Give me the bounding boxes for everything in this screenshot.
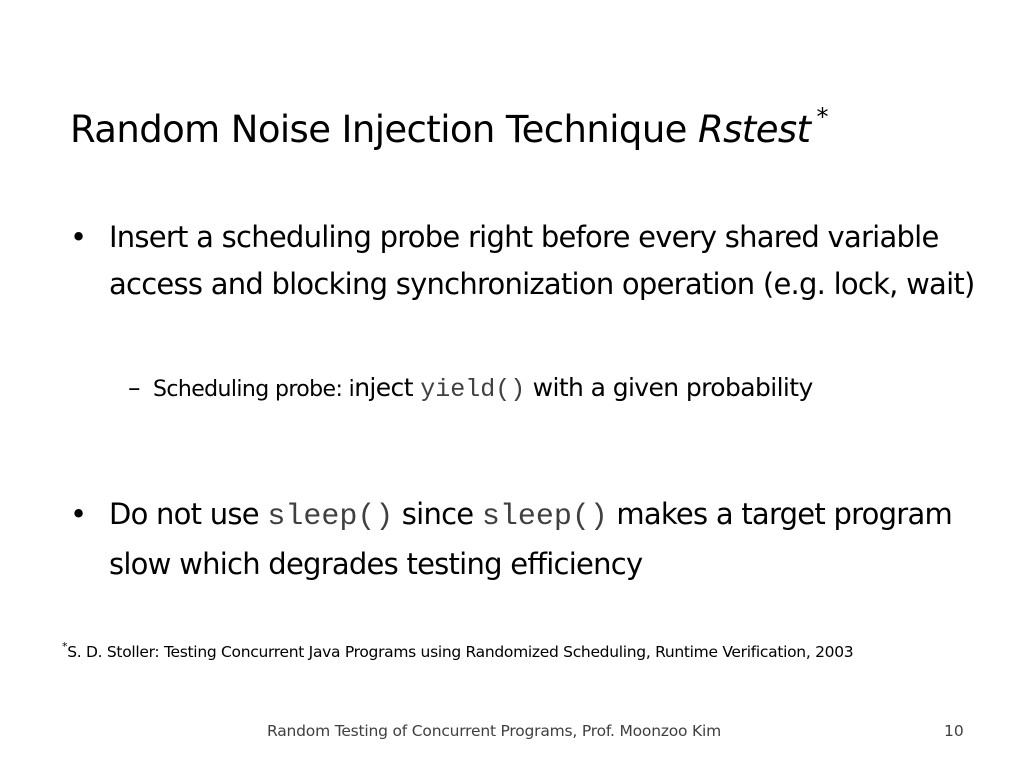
footnote-text: S. D. Stoller: Testing Concurrent Java Programs using Randomized Scheduling, Runtime Verification, 2003	[67, 643, 854, 661]
sub-bullet-rest: with a given probability	[525, 373, 813, 402]
sub-bullet-code: yield()	[420, 375, 526, 404]
bullet-text-part: Do not use	[109, 497, 268, 531]
bullet-text	[109, 491, 1000, 588]
bullet-marker: •	[70, 220, 87, 254]
title-tool-name: Rstest	[698, 108, 811, 151]
slide-title	[70, 103, 828, 152]
footnote-marker: *	[62, 640, 68, 653]
page-number: 10	[944, 722, 964, 740]
bullet-text-part: since	[393, 497, 482, 531]
title-footnote-marker: *	[816, 103, 828, 131]
sub-bullet-label: Scheduling probe: i	[153, 377, 355, 402]
footnote	[62, 640, 853, 661]
title-main: Random Noise Injection Technique	[70, 108, 698, 151]
bullet-code: sleep()	[267, 500, 394, 534]
bullet-item	[70, 214, 1000, 308]
sub-bullet-item	[128, 366, 868, 412]
bullet-text-part: makes a target program slow which degrades testing efficiency	[109, 497, 952, 581]
bullet-item	[70, 491, 1000, 588]
bullet-code: sleep()	[481, 500, 608, 534]
bullet-marker: •	[70, 497, 87, 531]
sub-bullet-inject: nject	[354, 373, 421, 402]
bullet-text: Insert a scheduling probe right before every shared variable access and blocking synchronization operation (e.g. lock, wait)	[109, 220, 975, 301]
footer-text: Random Testing of Concurrent Programs, Prof. Moonzoo Kim	[267, 722, 722, 740]
sub-bullet-marker: –	[128, 373, 140, 402]
sub-bullet-text	[153, 366, 868, 412]
